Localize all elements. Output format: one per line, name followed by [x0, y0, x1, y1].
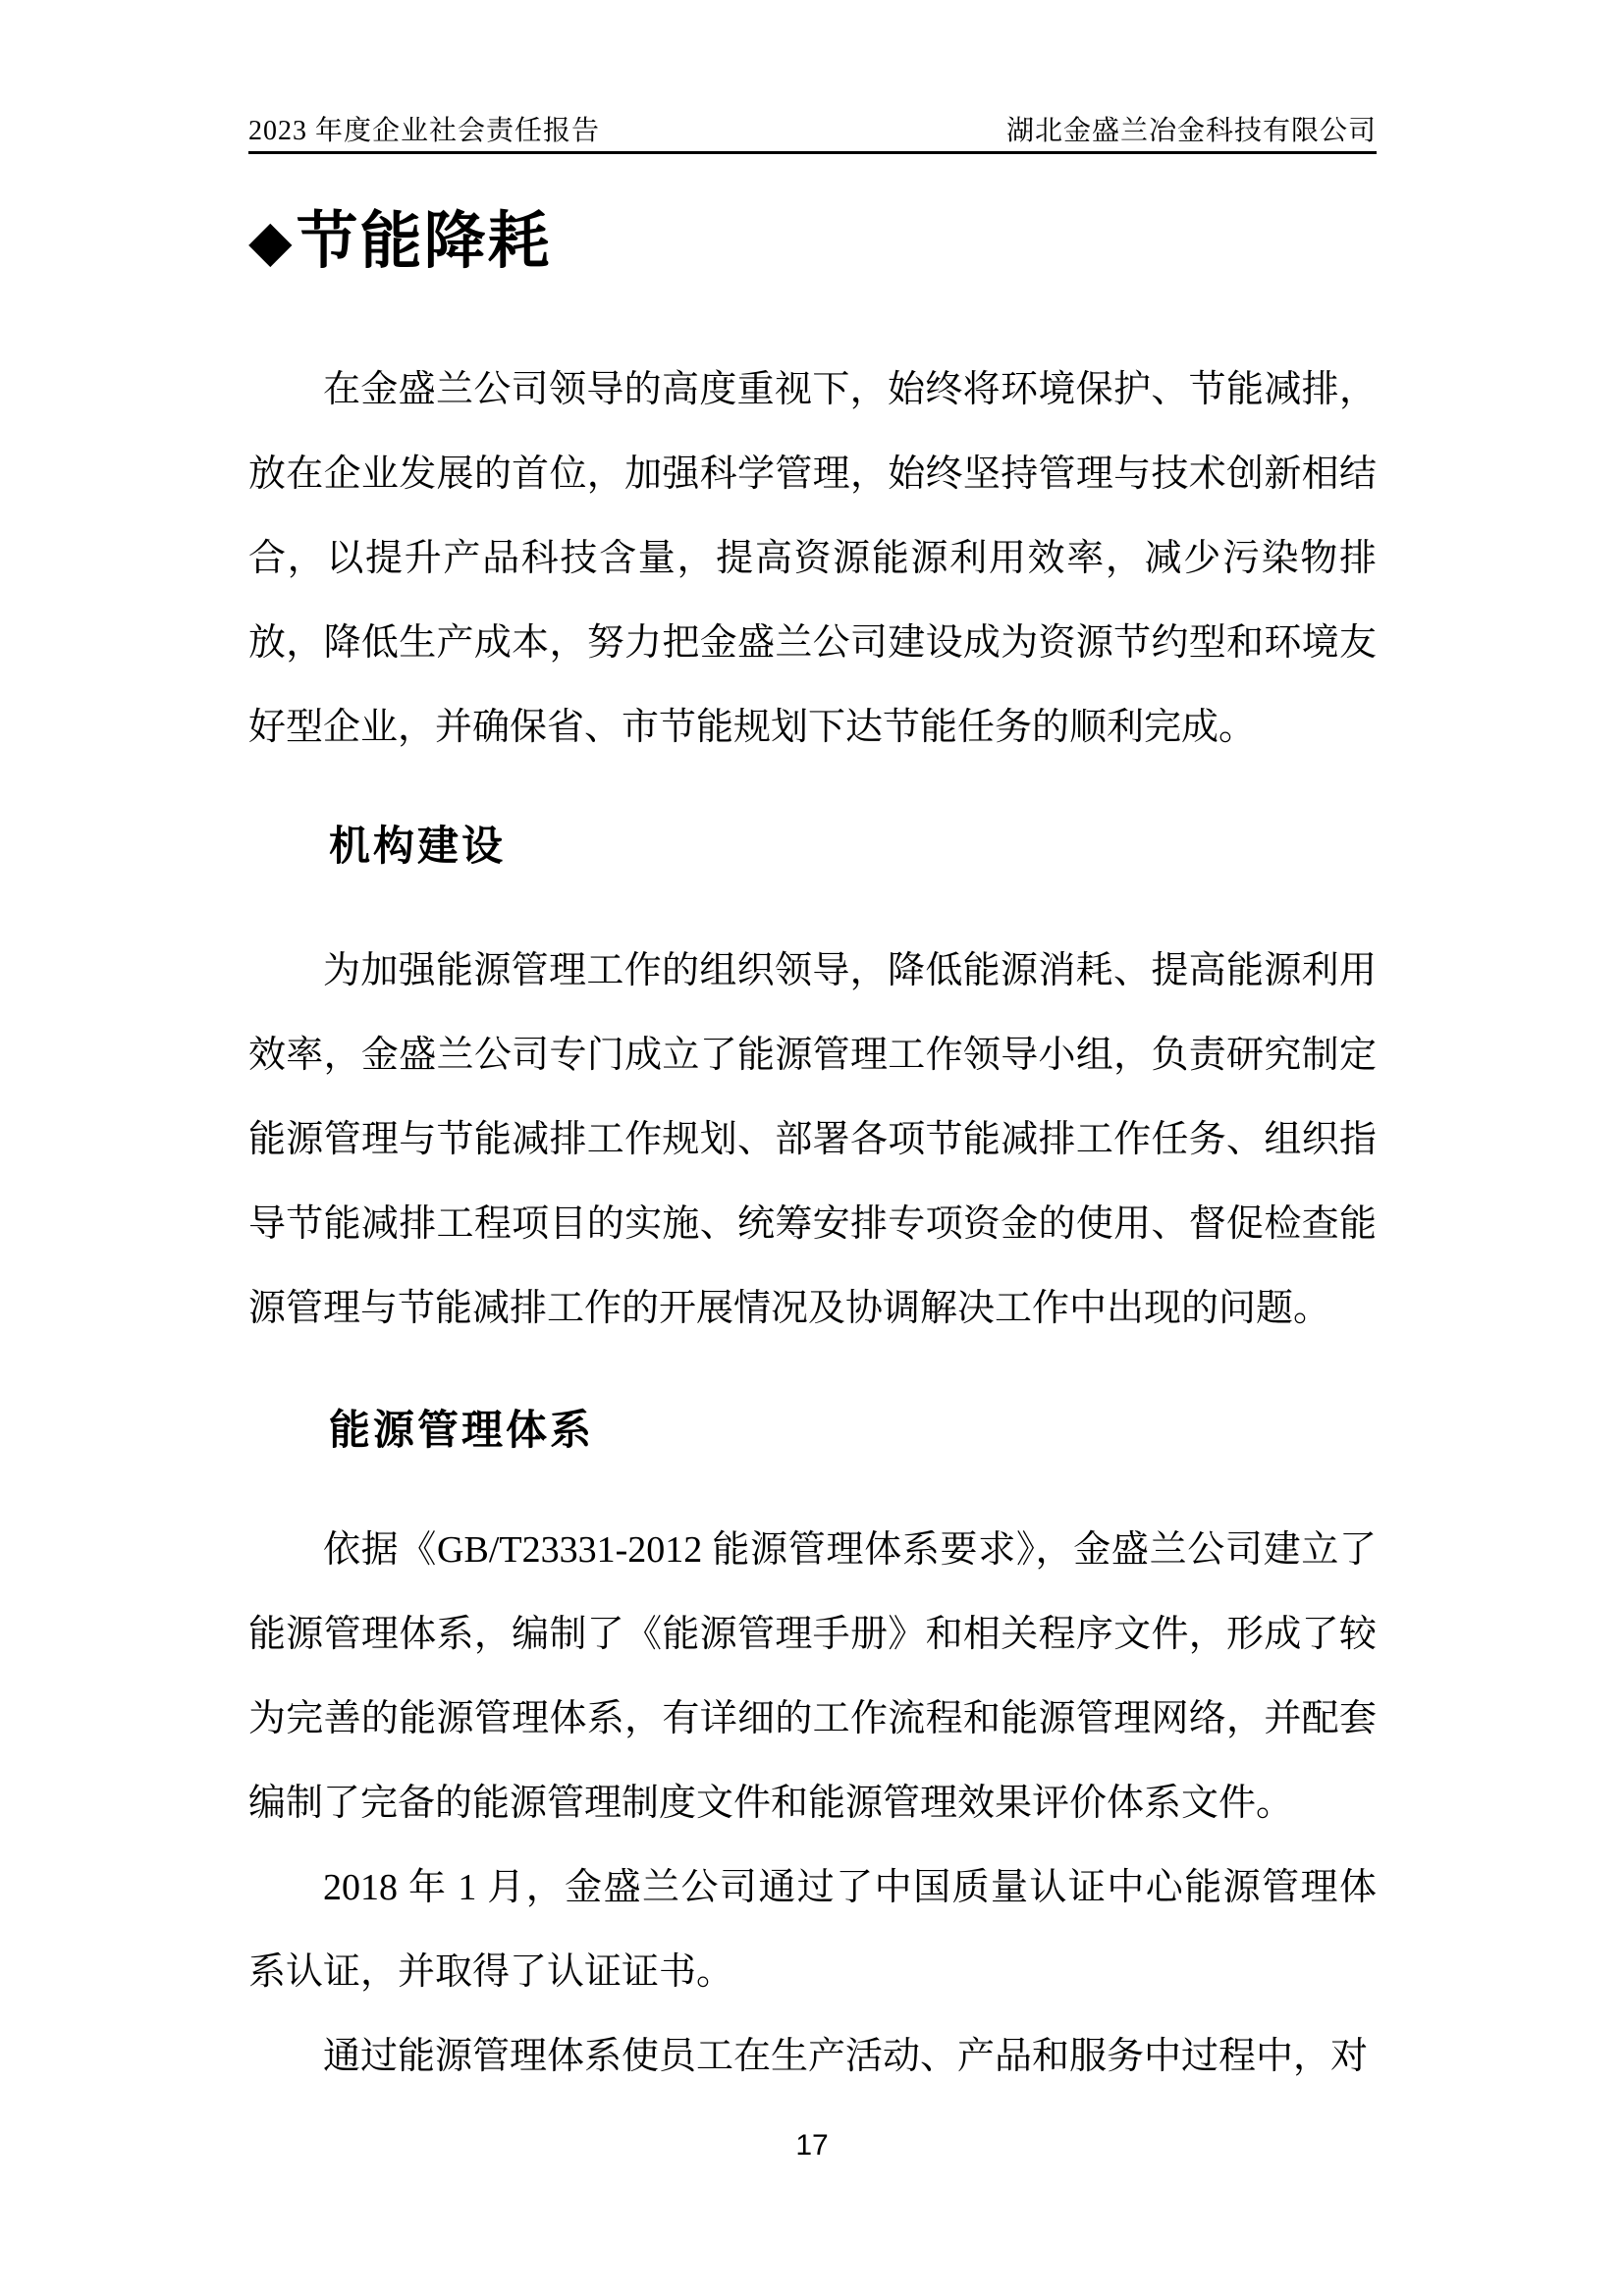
page-footer [0, 2124, 1624, 2167]
paragraph: 在金盛兰公司领导的高度重视下，始终将环境保护、节能减排，放在企业发展的首位，加强科学管理，始终坚持管理与技术创新相结合，以提升产品科技含量，提高资源能源利用效率，减少污染物排放，降低生产成本，努力把金盛兰公司建设成为资源节约型和环境友好型企业，并确保省、市节能规划下达节能任务的顺利完成。 [248, 369, 1377, 748]
subsection-heading-org: 机构建设 [329, 823, 507, 869]
paragraph: 2018 年 1 月，金盛兰公司通过了中国质量认证中心能源管理体系认证，并取得了认证证书。 [248, 1867, 1377, 1993]
page-title [248, 208, 552, 275]
page-title-text: 节能降耗 [296, 207, 552, 276]
page-number: 17 [795, 2129, 829, 2162]
paragraph: 依据《GB/T23331-2012 能源管理体系要求》，金盛兰公司建立了能源管理体系，编制了《能源管理手册》和相关程序文件，形成了较为完善的能源管理体系，有详细的工作流程和能源管理网络，并配套编制了完备的能源管理制度文件和能源管理效果评价体系文件。 [248, 1529, 1377, 1824]
diamond-bullet-icon: ◆ [248, 209, 295, 273]
paragraph-group [248, 1508, 1377, 2099]
header-right-text: 湖北金盛兰冶金科技有限公司 [1005, 116, 1377, 146]
page-header [248, 117, 1377, 154]
paragraph: 为加强能源管理工作的组织领导，降低能源消耗、提高能源利用效率，金盛兰公司专门成立了能源管理工作领导小组，负责研究制定能源管理与节能减排工作规划、部署各项节能减排工作任务、组织指导节能减排工程项目的实施、统筹安排专项资金的使用、督促检查能源管理与节能减排工作的开展情况及协调解决工作中出现的问题。 [248, 950, 1377, 1329]
paragraph: 通过能源管理体系使员工在生产活动、产品和服务中过程中，对 [323, 2036, 1369, 2077]
header-left-text: 2023 年度企业社会责任报告 [248, 116, 601, 146]
subsection-heading-energy-system: 能源管理体系 [329, 1407, 595, 1453]
